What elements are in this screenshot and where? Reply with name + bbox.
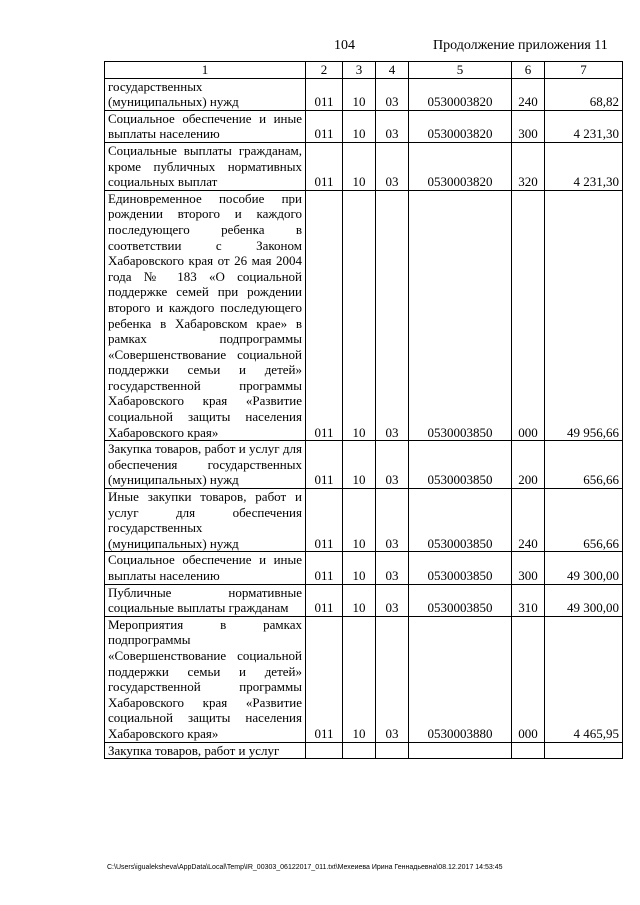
row-value-cell: 10 [343,110,376,142]
row-value-cell: 011 [306,441,343,489]
row-value-cell: 011 [306,190,343,441]
column-header: 3 [343,62,376,79]
row-value-cell: 011 [306,110,343,142]
column-header: 4 [376,62,409,79]
row-value-cell: 03 [376,110,409,142]
row-name-cell: Мероприятия в рамках подпрограммы «Совершенствование социальной поддержки семьи и детей» государственной программы Хабаровского края «Развитие социальной защиты населения Хабаровского края» [105,616,306,742]
column-header: 6 [512,62,545,79]
row-value-cell: 49 300,00 [545,552,623,584]
row-value-cell: 10 [343,142,376,190]
row-value-cell [545,742,623,759]
row-value-cell: 03 [376,584,409,616]
row-value-cell: 0530003850 [409,584,512,616]
row-value-cell: 10 [343,190,376,441]
row-value-cell: 656,66 [545,489,623,552]
continuation-label: Продолжение приложения 11 [433,38,608,53]
row-value-cell: 49 300,00 [545,584,623,616]
page-number: 104 [334,38,355,53]
row-value-cell: 000 [512,616,545,742]
row-name-cell: государственных (муниципальных) нужд [105,78,306,110]
row-value-cell [376,742,409,759]
row-value-cell: 0530003850 [409,489,512,552]
table-header-row [105,62,623,79]
row-name-cell: Социальное обеспечение и иные выплаты населению [105,552,306,584]
column-header: 5 [409,62,512,79]
row-value-cell: 68,82 [545,78,623,110]
row-value-cell: 10 [343,552,376,584]
table-row [105,552,623,584]
row-value-cell: 0530003850 [409,552,512,584]
row-value-cell: 011 [306,142,343,190]
table-row [105,78,623,110]
row-value-cell: 0530003820 [409,142,512,190]
budget-table [104,61,623,759]
row-value-cell: 240 [512,78,545,110]
row-name-cell: Единовременное пособие при рождении второго и каждого последующего ребенка в соответствии с Законом Хабаровского края от 26 мая 2004 года № 183 «О социальной поддержке семей при рождении второго и каждого последующего ребенка в Хабаровском крае» в рамках подпрограммы «Совершенствование социальной поддержки семьи и детей» государственной программы Хабаровского края «Развитие социальной защиты населения Хабаровского края» [105,190,306,441]
row-value-cell: 49 956,66 [545,190,623,441]
table-row [105,616,623,742]
row-value-cell: 10 [343,584,376,616]
row-value-cell: 03 [376,552,409,584]
column-header: 7 [545,62,623,79]
row-value-cell: 4 465,95 [545,616,623,742]
table-row [105,489,623,552]
row-value-cell [343,742,376,759]
table-row [105,190,623,441]
table-row [105,142,623,190]
row-value-cell: 300 [512,552,545,584]
table-row [105,110,623,142]
row-value-cell: 03 [376,489,409,552]
row-value-cell: 4 231,30 [545,110,623,142]
table-row [105,441,623,489]
row-value-cell: 10 [343,616,376,742]
row-value-cell: 03 [376,142,409,190]
table-row [105,584,623,616]
row-name-cell: Социальное обеспечение и иные выплаты населению [105,110,306,142]
row-value-cell: 0530003820 [409,110,512,142]
row-value-cell: 011 [306,78,343,110]
row-value-cell: 0530003880 [409,616,512,742]
row-value-cell [306,742,343,759]
row-value-cell: 000 [512,190,545,441]
row-name-cell: Закупка товаров, работ и услуг [105,742,306,759]
column-header: 1 [105,62,306,79]
row-value-cell: 200 [512,441,545,489]
row-value-cell: 011 [306,616,343,742]
row-name-cell: Закупка товаров, работ и услуг для обеспечения государственных (муниципальных) нужд [105,441,306,489]
row-value-cell [512,742,545,759]
row-value-cell: 03 [376,441,409,489]
row-value-cell: 03 [376,78,409,110]
row-value-cell: 656,66 [545,441,623,489]
row-value-cell: 011 [306,489,343,552]
row-value-cell: 011 [306,584,343,616]
row-value-cell: 0530003850 [409,441,512,489]
row-name-cell: Иные закупки товаров, работ и услуг для обеспечения государственных (муниципальных) нужд [105,489,306,552]
file-path-footer: C:\Users\igualeksheva\AppData\Local\Temp\IR_00303_06122017_011.txt\Мехеиева Ирина Геннадьевна\08.12.2017 14:53:45 [107,864,503,871]
row-value-cell: 4 231,30 [545,142,623,190]
table-row [105,742,623,759]
row-name-cell: Социальные выплаты гражданам, кроме публичных нормативных социальных выплат [105,142,306,190]
row-name-cell: Публичные нормативные социальные выплаты гражданам [105,584,306,616]
row-value-cell: 310 [512,584,545,616]
row-value-cell: 03 [376,190,409,441]
row-value-cell: 0530003820 [409,78,512,110]
row-value-cell: 10 [343,441,376,489]
row-value-cell: 320 [512,142,545,190]
row-value-cell: 03 [376,616,409,742]
row-value-cell [409,742,512,759]
row-value-cell: 240 [512,489,545,552]
row-value-cell: 10 [343,78,376,110]
column-header: 2 [306,62,343,79]
row-value-cell: 10 [343,489,376,552]
row-value-cell: 0530003850 [409,190,512,441]
row-value-cell: 300 [512,110,545,142]
row-value-cell: 011 [306,552,343,584]
